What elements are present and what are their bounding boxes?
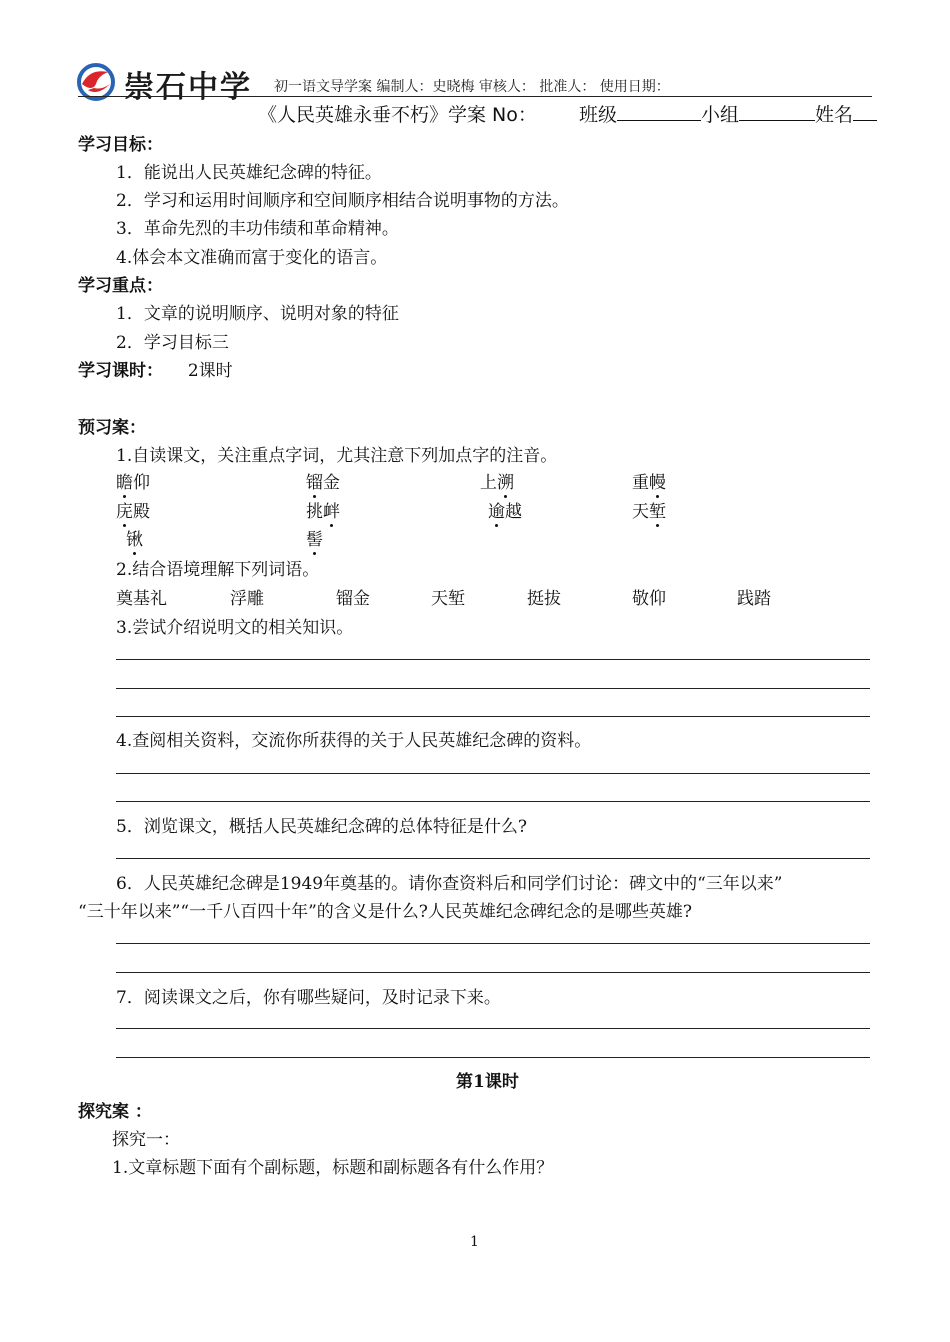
goal-item: 1．能说出人民英雄纪念碑的特征。 xyxy=(116,163,382,183)
group-label: 小组 xyxy=(701,104,740,126)
preview-question-2: 2.结合语境理解下列词语。 xyxy=(116,560,320,580)
goal-item: 2．学习和运用时间顺序和空间顺序相结合说明事物的方法。 xyxy=(116,191,569,211)
page-number: 1 xyxy=(470,1234,479,1250)
preview-question-7: 7．阅读课文之后，你有哪些疑问，及时记录下来。 xyxy=(116,988,501,1008)
answer-line[interactable] xyxy=(116,716,870,717)
answer-line[interactable] xyxy=(116,943,870,944)
header-meta: 初一语文导学案 编制人：史晓梅 审核人： 批准人： 使用日期： xyxy=(274,79,670,95)
focus-heading: 学习重点： xyxy=(78,276,163,296)
vocab-word: 敬仰 xyxy=(632,589,666,609)
preview-question-6: 6．人民英雄纪念碑是1949年奠基的。请你查资料后和同学们讨论：碑文中的“三年以来” xyxy=(116,874,783,894)
vocab-word: 镏金 xyxy=(336,589,370,609)
answer-line[interactable] xyxy=(116,972,870,973)
vocab-word: 奠基礼 xyxy=(116,589,167,609)
name-blank[interactable] xyxy=(853,104,877,121)
preview-question-3: 3.尝试介绍说明文的相关知识。 xyxy=(116,618,354,638)
study-hours xyxy=(78,356,233,381)
group-blank[interactable] xyxy=(739,104,815,121)
doc-title xyxy=(258,100,877,127)
answer-line[interactable] xyxy=(116,659,870,660)
inquiry-question-1: 1.文章标题下面有个副标题，标题和副标题各有什么作用？ xyxy=(112,1158,554,1178)
pinyin-word: 天堑 xyxy=(632,497,666,522)
answer-line[interactable] xyxy=(116,688,870,689)
header-rule xyxy=(78,96,872,97)
doc-title-main: 《人民英雄永垂不朽》学案 No： xyxy=(258,104,537,126)
pinyin-word: 上溯 xyxy=(480,468,514,493)
focus-item: 2．学习目标三 xyxy=(116,333,229,353)
class-blank[interactable] xyxy=(617,104,701,121)
lesson-title: 第1课时 xyxy=(456,1072,519,1092)
focus-item: 1．文章的说明顺序、说明对象的特征 xyxy=(116,304,399,324)
preview-question-5: 5．浏览课文，概括人民英雄纪念碑的总体特征是什么? xyxy=(116,817,527,837)
hours-value: 2课时 xyxy=(187,361,233,381)
goal-item: 3．革命先烈的丰功伟绩和革命精神。 xyxy=(116,219,399,239)
vocab-word: 天堑 xyxy=(431,589,465,609)
vocab-word: 浮雕 xyxy=(230,589,264,609)
answer-line[interactable] xyxy=(116,801,870,802)
pinyin-word: 庑殿 xyxy=(116,497,150,522)
preview-question-4: 4.查阅相关资料，交流你所获得的关于人民英雄纪念碑的资料。 xyxy=(116,731,592,751)
answer-line[interactable] xyxy=(116,858,870,859)
pinyin-word: 髻 xyxy=(306,525,323,550)
class-label: 班级 xyxy=(578,104,617,126)
answer-line[interactable] xyxy=(116,1057,870,1058)
name-label: 姓名 xyxy=(815,104,854,126)
vocab-word: 挺拔 xyxy=(527,589,561,609)
preview-heading: 预习案： xyxy=(78,418,146,438)
answer-line[interactable] xyxy=(116,773,870,774)
vocab-word: 践踏 xyxy=(737,589,771,609)
school-name: 崇石中学 xyxy=(124,70,252,105)
answer-line[interactable] xyxy=(116,1028,870,1029)
pinyin-word: 锹 xyxy=(126,525,143,550)
inquiry-heading: 探究案 ： xyxy=(78,1102,152,1122)
pinyin-word: 重幔 xyxy=(632,468,666,493)
goal-item: 4.体会本文准确而富于变化的语言。 xyxy=(116,248,388,268)
goals-heading: 学习目标： xyxy=(78,135,163,155)
pinyin-word: 瞻仰 xyxy=(116,468,150,493)
pinyin-word: 镏金 xyxy=(306,468,340,493)
hours-heading: 学习课时： xyxy=(78,361,163,381)
pinyin-word: 挑衅 xyxy=(306,497,340,522)
preview-question-1: 1.自读课文，关注重点字词，尤其注意下列加点字的注音。 xyxy=(116,446,558,466)
inquiry-one-label: 探究一： xyxy=(112,1130,180,1150)
pinyin-word: 逾越 xyxy=(488,497,522,522)
preview-question-6-cont: “三十年以来”“一千八百四十年”的含义是什么?人民英雄纪念碑纪念的是哪些英雄? xyxy=(78,902,692,922)
